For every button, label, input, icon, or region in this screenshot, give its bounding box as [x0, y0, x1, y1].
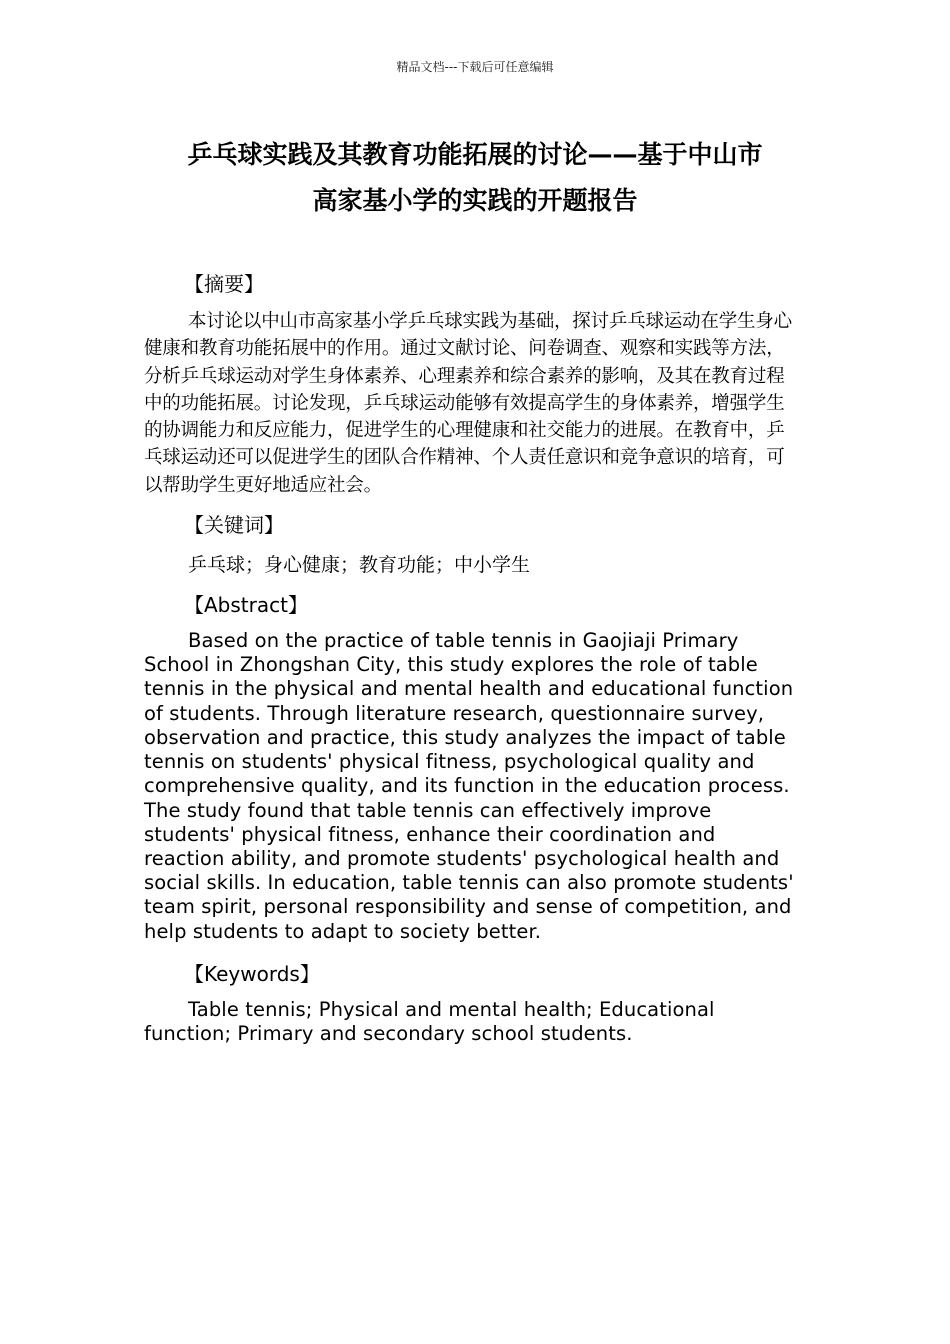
keywords-en-label: 【Keywords】: [184, 961, 320, 986]
keywords-cn-text: 乒乓球；身心健康；教育功能；中小学生: [188, 554, 531, 577]
keywords-cn-label: 【关键词】: [184, 513, 284, 538]
document-body: [144, 268, 796, 1060]
title-line-1: 乒乓球实践及其教育功能拓展的讨论——基于中山市: [187, 140, 763, 169]
keywords-en-text: Table tennis; Physical and mental health; Educational function; Primary and secondary school students.: [144, 997, 715, 1045]
abstract-cn-label: 【摘要】: [184, 272, 264, 296]
page-header-note: 精品文档---下载后可任意编辑: [396, 60, 554, 74]
abstract-en-label: 【Abstract】: [184, 593, 308, 618]
abstract-en-text: Based on the practice of table tennis in Gaojiaji Primary School in Zhongshan City, this study explores the role of table tennis in the physical and mental health and educational function of students. Through literature research, questionnaire survey, observation and practice, this study analyzes the impact of table tennis on students' physical fitness, psychological quality and comprehensive quality, and its function in the education process. The study found that table tennis can effectively improve students' physical fitness, enhance their coordination and reaction ability, and promote students' psychological health and social skills. In education, table tennis can also promote students' team spirit, personal responsibility and sense of competition, and help students to adapt to society better.: [144, 629, 794, 943]
document-title: [144, 132, 806, 224]
abstract-cn-text: 本讨论以中山市高家基小学乒乓球实践为基础，探讨乒乓球运动在学生身心健康和教育功能拓展中的作用。通过文献讨论、问卷调查、观察和实践等方法，分析乒乓球运动对学生身体素养、心理素养和综合素养的影响，及其在教育过程中的功能拓展。讨论发现，乒乓球运动能够有效提高学生的身体素养，增强学生的协调能力和反应能力，促进学生的心理健康和社交能力的进展。在教育中，乒乓球运动还可以促进学生的团队合作精神、个人责任意识和竞争意识的培育，可以帮助学生更好地适应社会。: [144, 311, 792, 496]
title-line-2: 高家基小学的实践的开题报告: [312, 186, 638, 215]
